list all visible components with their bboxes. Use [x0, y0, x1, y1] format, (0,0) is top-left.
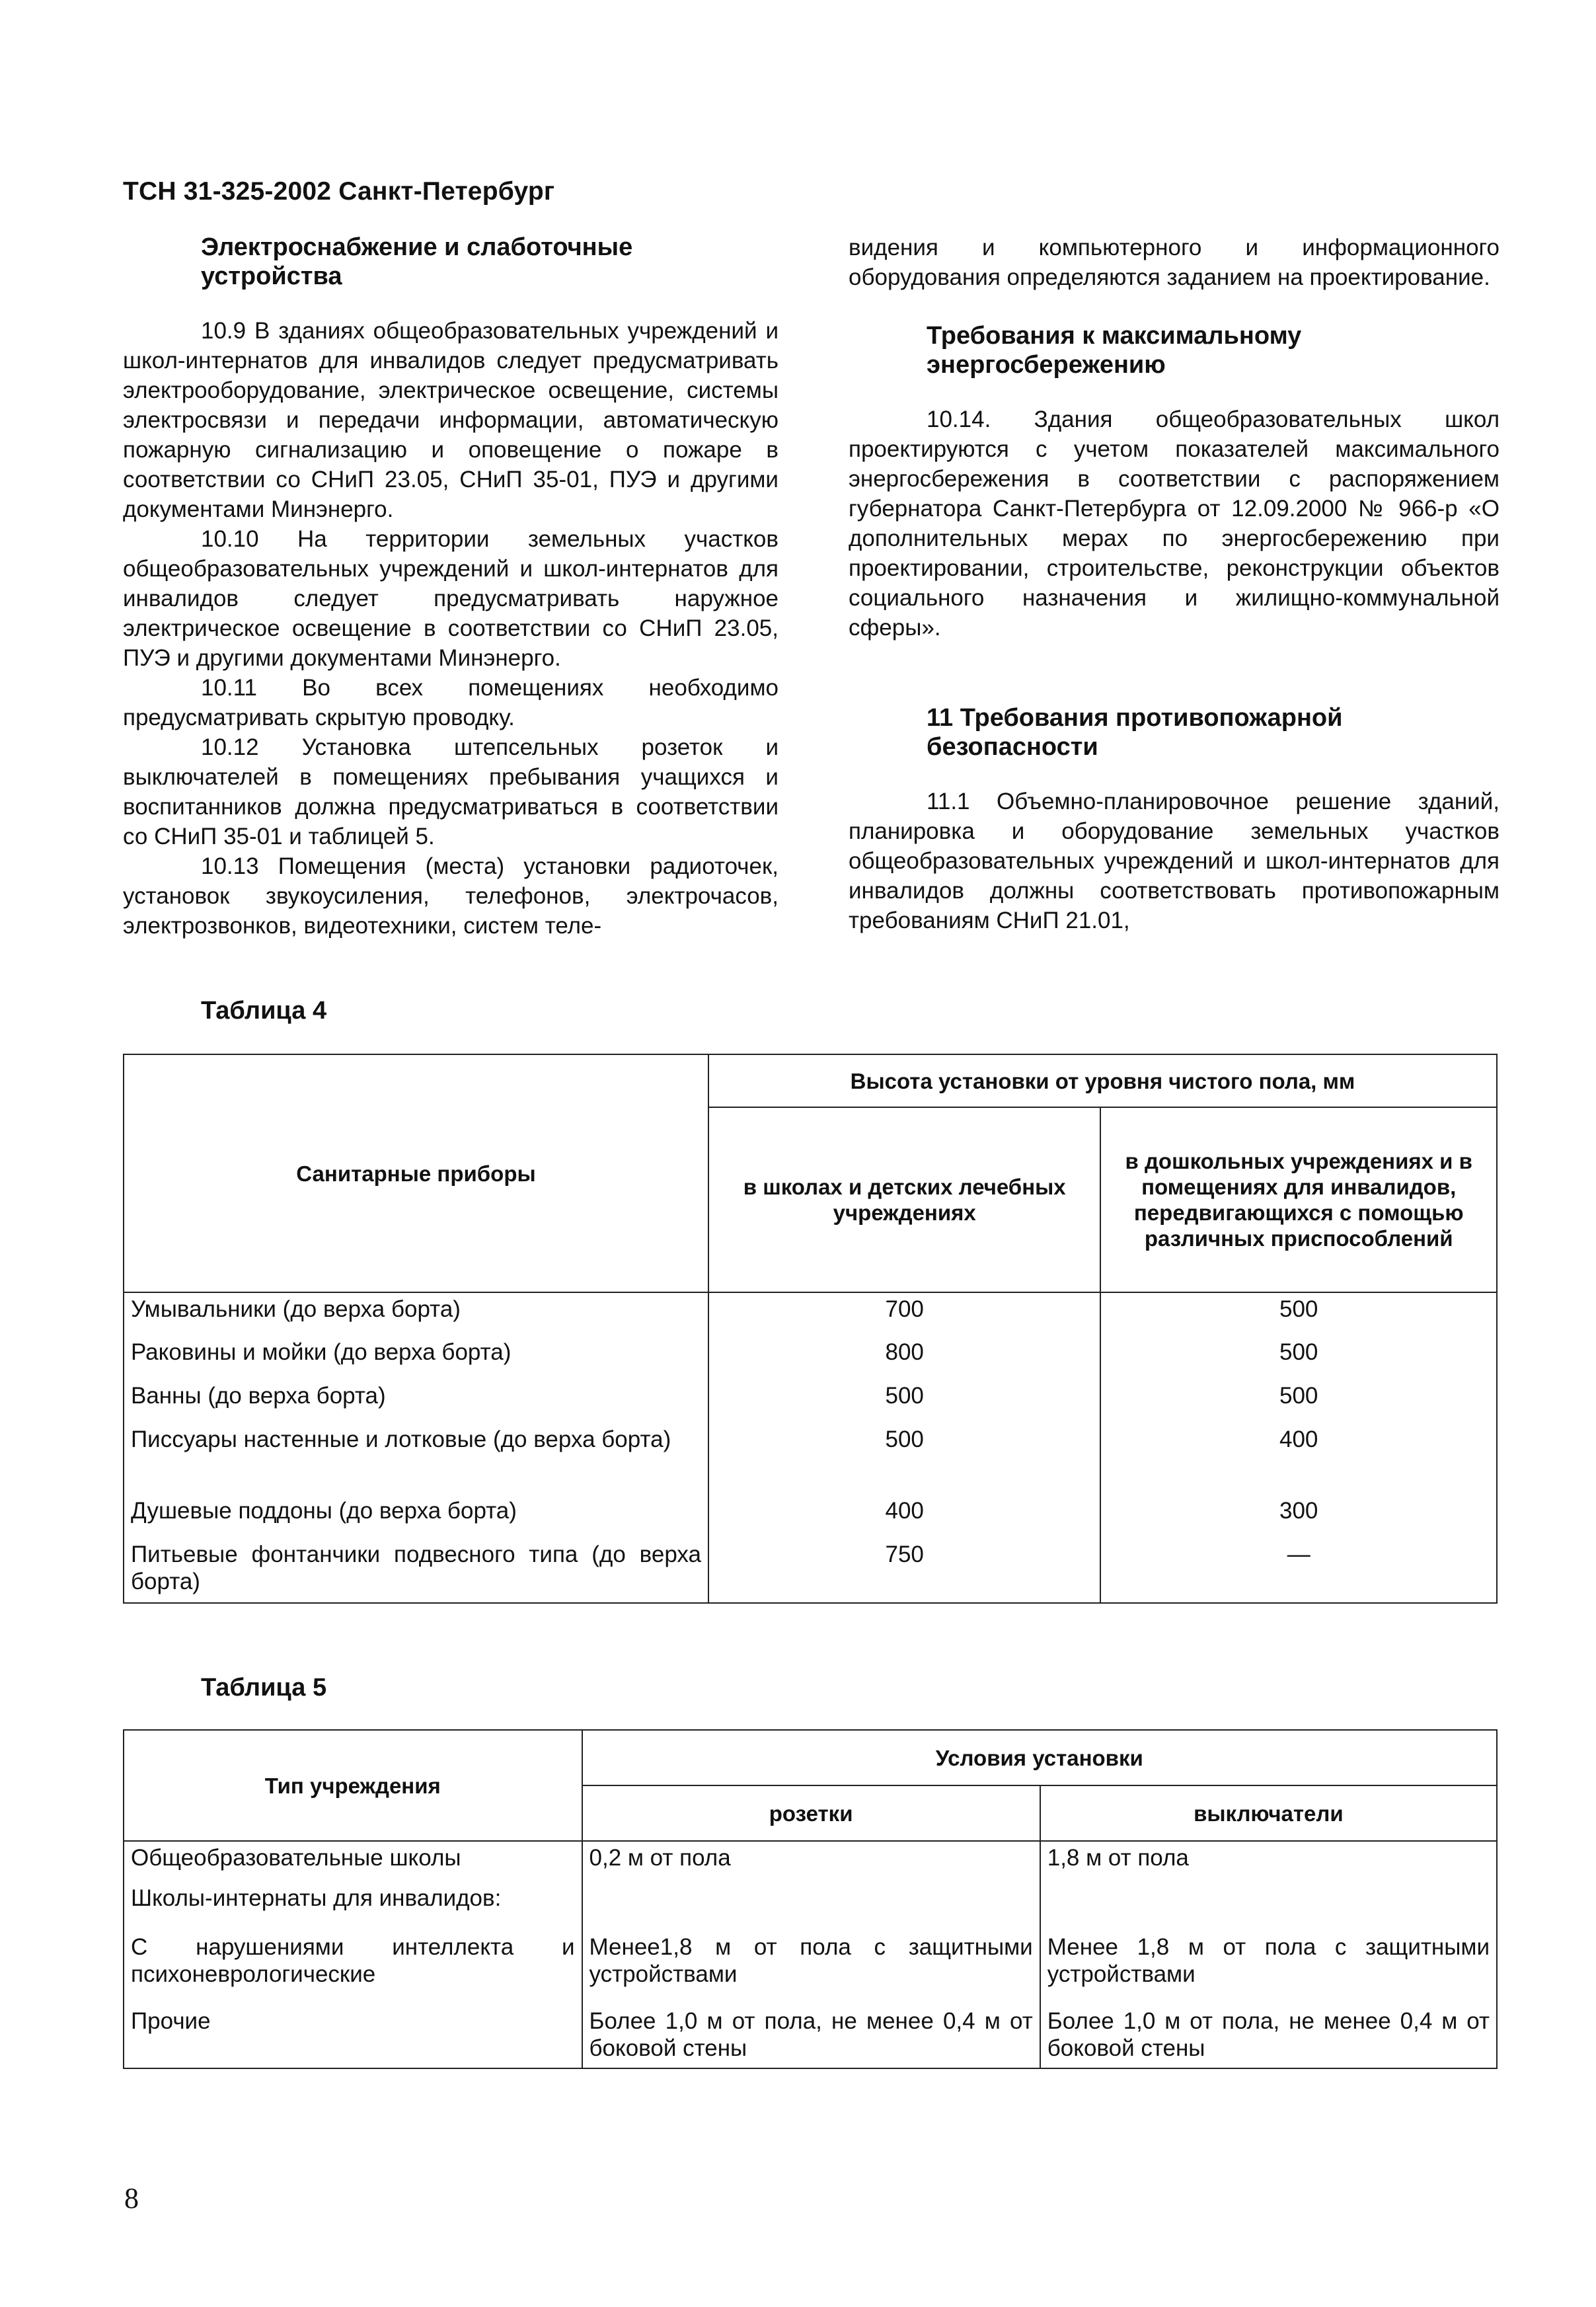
paragraph-10-12: 10.12 Установка штепсельных розеток и выключателей в помещениях пребывания учащихся и воспитанников должна предусматриваться в соответствии со СНиП 35-01 и таблицей 5.: [123, 734, 779, 849]
paragraph-11-1: 11.1 Объемно-планировочное решение зданий, планировка и оборудование земельных участков общеобразовательных учреждений и школ-интернатов для инвалидов должны соответствовать противопожарным требованиям СНиП 21.01,: [849, 789, 1500, 933]
table4-header-schools: в школах и детских лечебных учреждениях: [708, 1107, 1100, 1292]
table4-row-value-2: —: [1100, 1538, 1497, 1603]
table5-row-value-1: [582, 1882, 1040, 1931]
table5-row-value-1: Более 1,0 м от пола, не менее 0,4 м от боковой стены: [582, 2005, 1040, 2068]
table-row: [124, 1882, 1497, 1931]
table4-row-value-1: 500: [708, 1380, 1100, 1423]
table5-header-sockets: розетки: [582, 1785, 1040, 1841]
table4: [123, 1054, 1498, 1604]
table4-row-name: Питьевые фонтанчики подвесного типа (до верха борта): [124, 1538, 708, 1603]
table4-header-fixtures: Санитарные приборы: [124, 1054, 708, 1292]
table4-row-value-1: 800: [708, 1336, 1100, 1380]
section-title-power: Электроснабжение и слаботочные устройства: [201, 233, 633, 290]
table5-row-value-2: Менее 1,8 м от пола с защитными устройствами: [1040, 1931, 1497, 2005]
table5: [123, 1729, 1498, 2069]
paragraph-10-11: 10.11 Во всех помещениях необходимо предусматривать скрытую проводку.: [123, 675, 779, 730]
table5-row-value-1: 0,2 м от пола: [582, 1841, 1040, 1882]
table5-row-value-2: [1040, 1882, 1497, 1931]
right-column: [849, 233, 1500, 935]
table4-row-value-1: 400: [708, 1495, 1100, 1538]
table4-row-name: Раковины и мойки (до верха борта): [124, 1336, 708, 1380]
table5-row-name: Прочие: [124, 2005, 582, 2068]
table4-row-name: Умывальники (до верха борта): [124, 1292, 708, 1336]
table4-row-value-1: 500: [708, 1423, 1100, 1495]
table4-header-preschool: в дошкольных учреждениях и в помещениях для инвалидов, передвигающихся с помощью различных приспособлений: [1100, 1107, 1497, 1292]
table-row: [124, 1495, 1497, 1538]
table-row: [124, 1292, 1497, 1336]
table4-row-value-2: 300: [1100, 1495, 1497, 1538]
table-row: [124, 1841, 1497, 1882]
table-row: [124, 1423, 1497, 1495]
table5-row-value-2: Более 1,0 м от пола, не менее 0,4 м от боковой стены: [1040, 2005, 1497, 2068]
left-column: [123, 233, 779, 941]
table-row: [124, 1931, 1497, 2005]
table4-row-value-2: 500: [1100, 1380, 1497, 1423]
table5-caption: Таблица 5: [201, 1674, 327, 1701]
table4-row-name: Душевые поддоны (до верха борта): [124, 1495, 708, 1538]
table4-row-name: Писсуары настенные и лотковые (до верха борта): [124, 1423, 708, 1495]
table4-row-value-1: 750: [708, 1538, 1100, 1603]
table5-header-switches: выключатели: [1040, 1785, 1497, 1841]
table-row: [124, 2005, 1497, 2068]
paragraph-10-14: 10.14. Здания общеобразовательных школ проектируются с учетом показателей максимального энергосбережения в соответствии с распоряжением губернатора Санкт-Петербурга от 12.09.2000 № 966-р «О дополнительных мерах по энергосбережению при проектировании, строительстве, реконструкции объектов социального назначения и жилищно-коммунальной сферы».: [849, 407, 1500, 641]
table5-row-name: Общеобразовательные школы: [124, 1841, 582, 1882]
page-number: 8: [124, 2182, 139, 2214]
table4-header-height: Высота установки от уровня чистого пола, мм: [708, 1054, 1497, 1107]
table4-row-value-1: 700: [708, 1292, 1100, 1336]
table-row: [124, 1538, 1497, 1603]
paragraph-continuation: видения и компьютерного и информационного оборудования определяются заданием на проектирование.: [849, 235, 1500, 290]
section-title-energy: Требования к максимальному энергосбережению: [927, 322, 1302, 379]
table4-row-name: Ванны (до верха борта): [124, 1380, 708, 1423]
paragraph-10-13: 10.13 Помещения (места) установки радиоточек, установок звукоусиления, телефонов, электрочасов, электрозвонков, видеотехники, систем теле-: [123, 853, 779, 939]
table-row: [124, 1380, 1497, 1423]
table5-row-value-1: Менее1,8 м от пола с защитными устройствами: [582, 1931, 1040, 2005]
table4-row-value-2: 500: [1100, 1292, 1497, 1336]
table5-row-name: С нарушениями интеллекта и психоневрологические: [124, 1931, 582, 2005]
table5-header-type: Тип учреждения: [124, 1730, 582, 1841]
page-header: ТСН 31-325-2002 Санкт-Петербург: [123, 177, 555, 206]
paragraph-10-10: 10.10 На территории земельных участков общеобразовательных учреждений и школ-интернатов для инвалидов следует предусматривать наружное электрическое освещение в соответствии со СНиП 23.05, ПУЭ и другими документами Минэнерго.: [123, 526, 779, 671]
table4-row-value-2: 400: [1100, 1423, 1497, 1495]
section-title-fire-safety: 11 Требования противопожарной безопасности: [927, 704, 1343, 761]
table4-row-value-2: 500: [1100, 1336, 1497, 1380]
paragraph-10-9: 10.9 В зданиях общеобразовательных учреждений и школ-интернатов для инвалидов следует предусматривать электрооборудование, электрическое освещение, системы электросвязи и передачи информации, автоматическую пожарную сигнализацию и оповещение о пожаре в соответствии со СНиП 23.05, СНиП 35-01, ПУЭ и другими документами Минэнерго.: [123, 318, 779, 522]
table5-header-conditions: Условия установки: [582, 1730, 1498, 1785]
table5-row-name: Школы-интернаты для инвалидов:: [124, 1882, 582, 1931]
table4-caption: Таблица 4: [201, 997, 327, 1025]
table5-row-value-2: 1,8 м от пола: [1040, 1841, 1497, 1882]
table-row: [124, 1336, 1497, 1380]
